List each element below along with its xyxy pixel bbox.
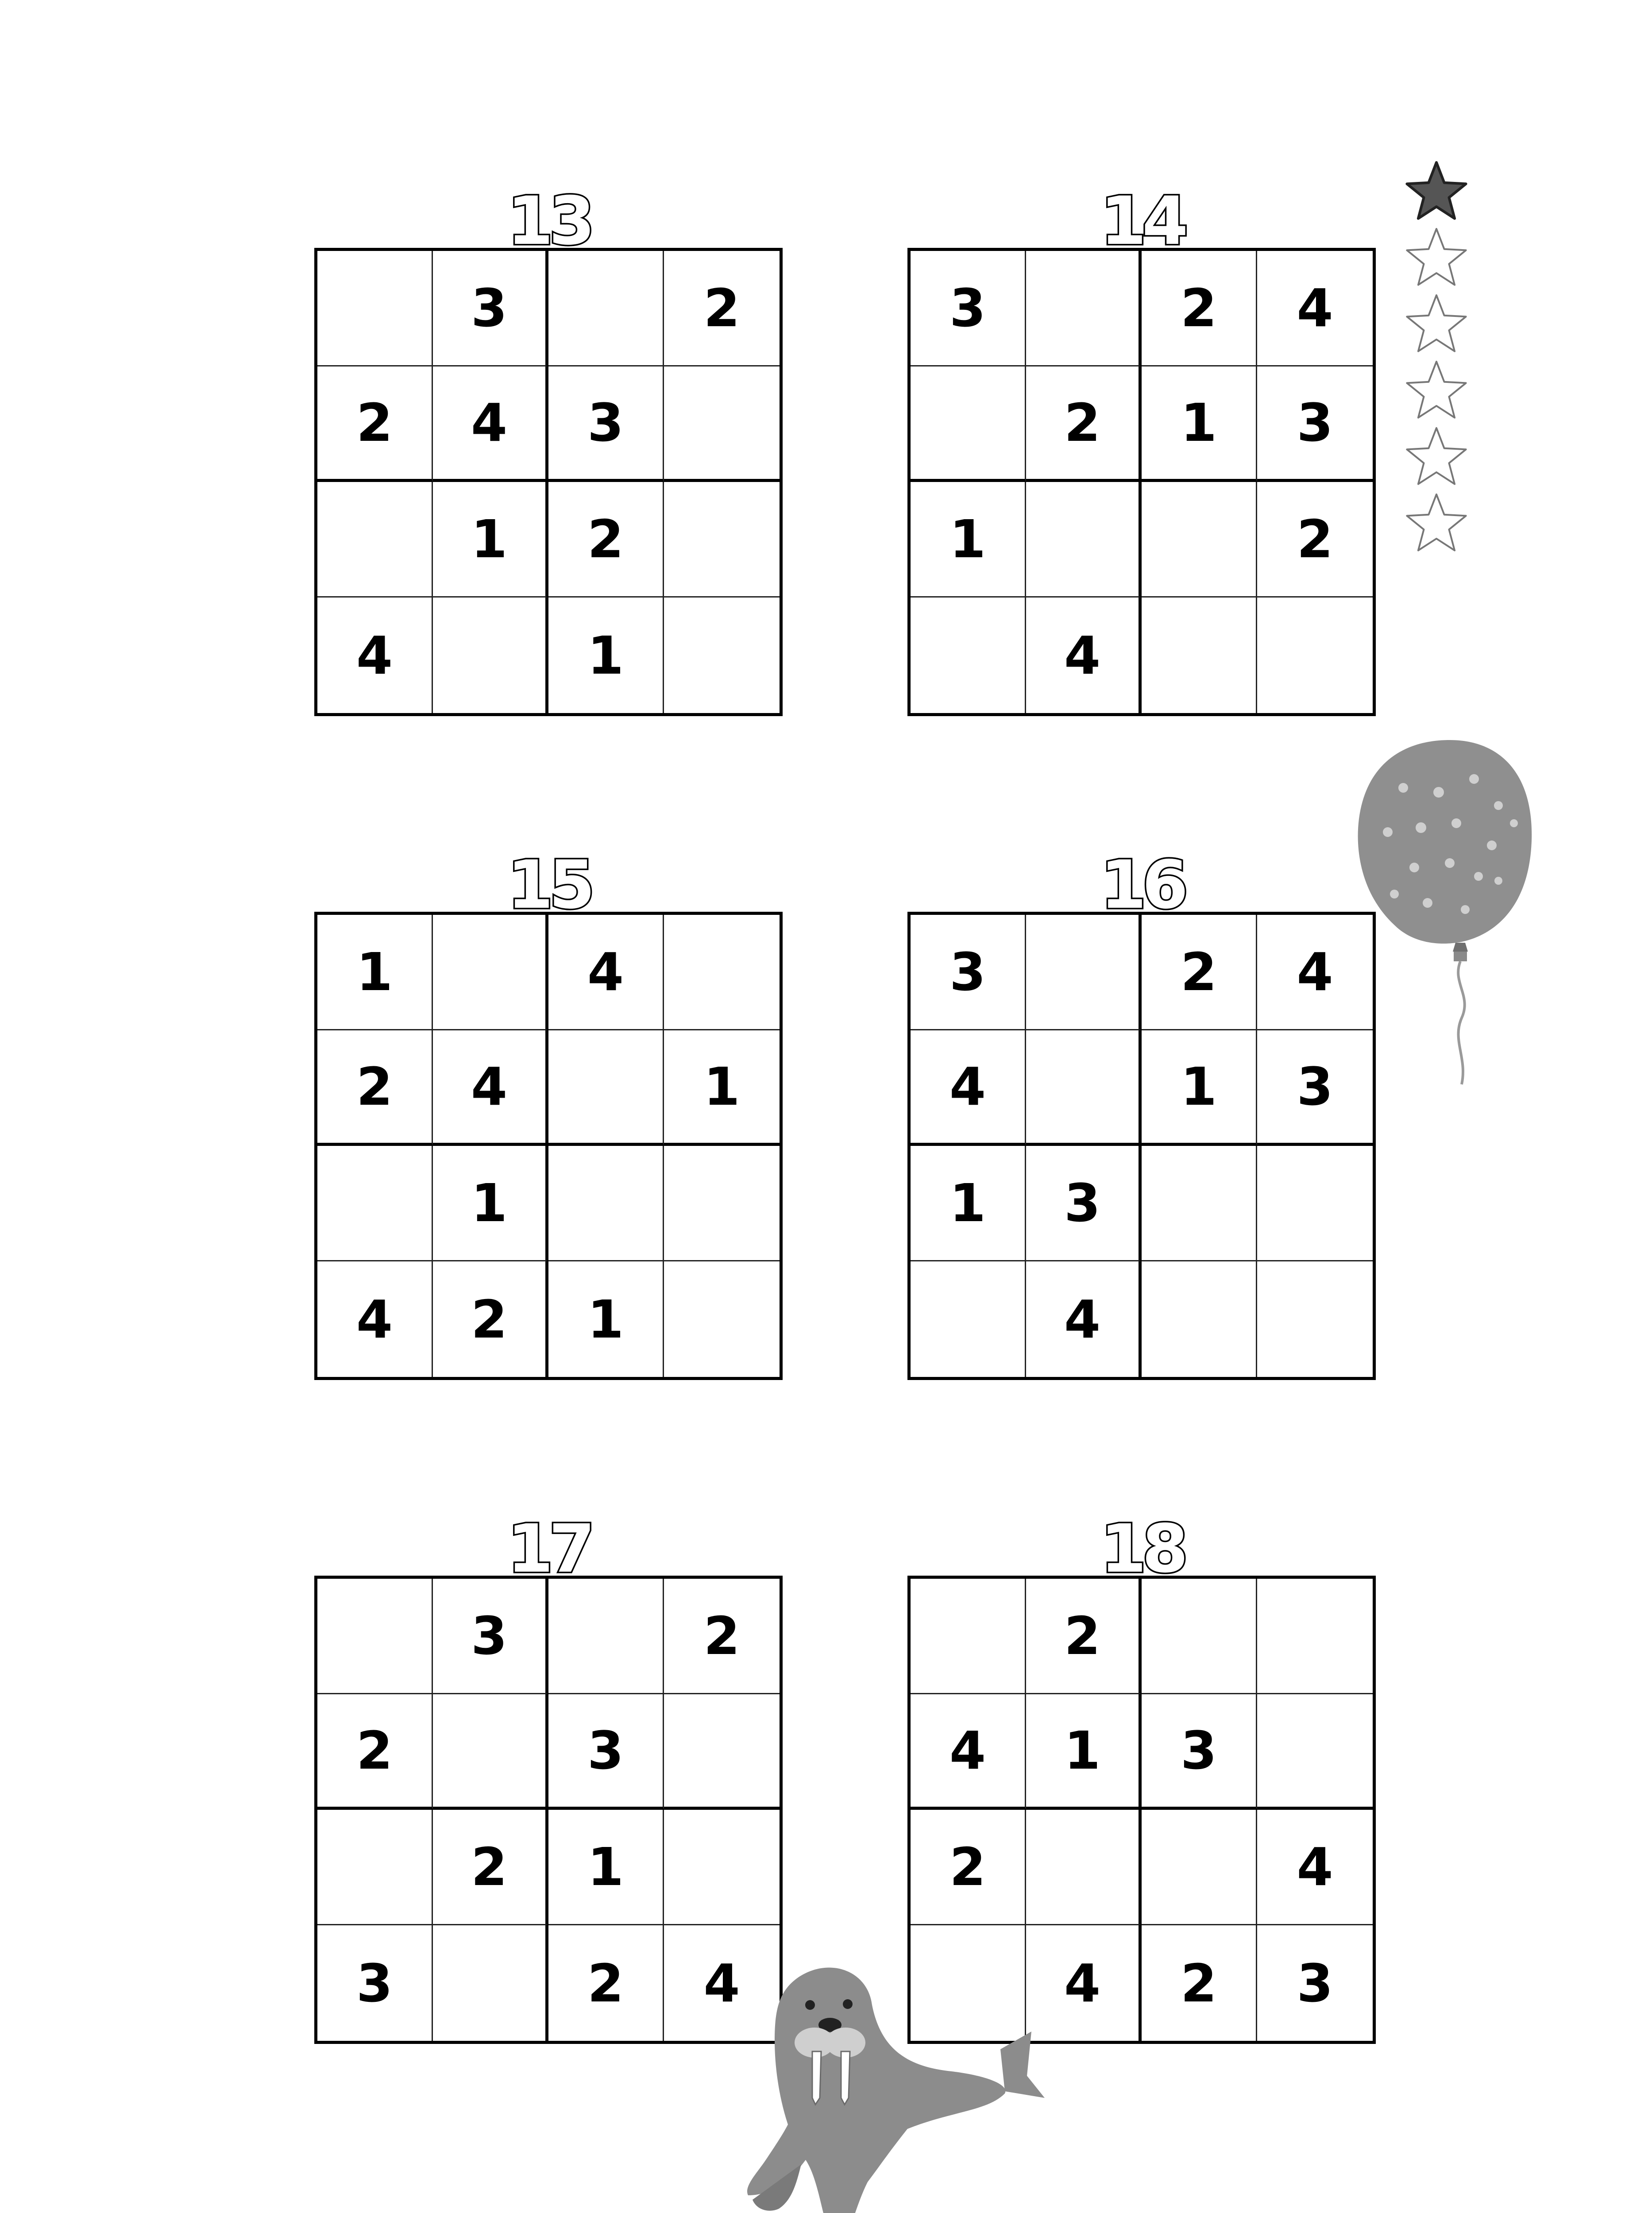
grid-cell[interactable]: 1 xyxy=(433,482,548,598)
grid-cell[interactable] xyxy=(664,1261,780,1377)
star-icon xyxy=(1401,489,1472,560)
grid-cell[interactable]: 2 xyxy=(1142,915,1257,1030)
grid-cell[interactable]: 4 xyxy=(911,1694,1026,1810)
grid-cell[interactable]: 4 xyxy=(1026,1261,1142,1377)
grid-cell[interactable] xyxy=(548,251,664,366)
grid-cell[interactable]: 4 xyxy=(911,1030,1026,1146)
grid-cell[interactable]: 2 xyxy=(433,1810,548,1925)
grid-cell[interactable]: 4 xyxy=(1026,598,1142,713)
grid-cell[interactable] xyxy=(911,366,1026,482)
grid-cell[interactable] xyxy=(433,1694,548,1810)
grid-cell[interactable]: 4 xyxy=(433,366,548,482)
grid-cell[interactable]: 2 xyxy=(548,482,664,598)
grid-cell[interactable]: 4 xyxy=(1257,915,1373,1030)
grid-cell[interactable] xyxy=(1257,1261,1373,1377)
grid-cell[interactable]: 2 xyxy=(548,1925,664,2041)
grid-cell[interactable] xyxy=(1257,598,1373,713)
grid-cell[interactable] xyxy=(1257,1146,1373,1261)
star-icon xyxy=(1401,356,1472,427)
grid-cell[interactable] xyxy=(911,1261,1026,1377)
grid-cell[interactable] xyxy=(911,1579,1026,1694)
grid-cell[interactable]: 4 xyxy=(1257,1810,1373,1925)
grid-cell[interactable]: 3 xyxy=(433,1579,548,1694)
grid-cell[interactable]: 4 xyxy=(703,1952,740,2014)
sudoku-grid xyxy=(314,248,783,716)
grid-cell[interactable]: 1 xyxy=(548,598,664,713)
grid-cell[interactable]: 1 xyxy=(548,1810,664,1925)
grid-cell[interactable] xyxy=(317,251,433,366)
grid-cell[interactable] xyxy=(1026,251,1142,366)
grid-cell[interactable]: 2 xyxy=(664,1579,780,1694)
balloon-icon xyxy=(1346,735,1536,1098)
grid-cell[interactable] xyxy=(664,1810,780,1925)
grid-cell[interactable]: 4 xyxy=(317,598,433,713)
grid-cell[interactable] xyxy=(1142,482,1257,598)
grid-cell[interactable]: 3 xyxy=(1142,1694,1257,1810)
grid-cell[interactable]: 2 xyxy=(911,1810,1026,1925)
star-icon xyxy=(1401,423,1472,493)
grid-cell[interactable]: 1 xyxy=(317,915,433,1030)
grid-cell[interactable]: 1 xyxy=(1026,1694,1142,1810)
puzzle-number: 18 xyxy=(1100,1511,1184,1588)
grid-cell[interactable] xyxy=(317,482,433,598)
grid-cell[interactable]: 1 xyxy=(911,482,1026,598)
grid-cell[interactable] xyxy=(548,1579,664,1694)
sudoku-grid xyxy=(314,1576,783,2044)
grid-cell[interactable] xyxy=(664,366,780,482)
sudoku-grid xyxy=(907,248,1376,716)
grid-cell[interactable]: 3 xyxy=(1257,366,1373,482)
grid-cell[interactable] xyxy=(664,1694,780,1810)
grid-cell[interactable] xyxy=(1142,1579,1257,1694)
grid-cell[interactable] xyxy=(433,598,548,713)
puzzle-number: 17 xyxy=(507,1511,591,1588)
grid-cell[interactable]: 4 xyxy=(1026,1925,1142,2041)
grid-cell[interactable] xyxy=(548,1030,664,1146)
grid-cell[interactable]: 2 xyxy=(317,366,433,482)
grid-cell[interactable] xyxy=(317,1146,433,1261)
grid-cell[interactable]: 4 xyxy=(1257,251,1373,366)
grid-cell[interactable]: 1 xyxy=(664,1030,780,1146)
grid-cell[interactable]: 1 xyxy=(548,1261,664,1377)
grid-cell[interactable] xyxy=(1142,598,1257,713)
puzzle-number: 15 xyxy=(507,847,591,924)
grid-cell[interactable]: 2 xyxy=(664,251,780,366)
grid-cell[interactable] xyxy=(664,482,780,598)
grid-cell[interactable]: 3 xyxy=(911,251,1026,366)
star-icon xyxy=(1401,290,1472,361)
grid-cell[interactable]: 3 xyxy=(911,915,1026,1030)
grid-cell[interactable] xyxy=(548,1146,664,1261)
grid-cell[interactable] xyxy=(1142,1261,1257,1377)
grid-cell[interactable]: 3 xyxy=(1026,1146,1142,1261)
grid-cell[interactable]: 4 xyxy=(317,1261,433,1377)
grid-cell[interactable]: 2 xyxy=(317,1030,433,1146)
grid-cell[interactable]: 3 xyxy=(1297,1952,1333,2014)
grid-cell[interactable]: 3 xyxy=(548,366,664,482)
grid-cell[interactable]: 4 xyxy=(548,915,664,1030)
grid-cell[interactable] xyxy=(664,598,780,713)
grid-cell[interactable] xyxy=(1142,1146,1257,1261)
grid-cell[interactable] xyxy=(1026,915,1142,1030)
grid-cell[interactable] xyxy=(433,915,548,1030)
grid-cell[interactable]: 3 xyxy=(433,251,548,366)
grid-cell[interactable]: 2 xyxy=(1257,482,1373,598)
grid-cell[interactable]: 4 xyxy=(433,1030,548,1146)
grid-cell[interactable] xyxy=(664,1146,780,1261)
grid-cell[interactable]: 3 xyxy=(548,1694,664,1810)
grid-cell[interactable]: 1 xyxy=(1142,366,1257,482)
grid-cell[interactable]: 2 xyxy=(1026,1579,1142,1694)
grid-cell[interactable] xyxy=(1257,1694,1373,1810)
grid-cell[interactable]: 2 xyxy=(1142,251,1257,366)
grid-cell[interactable] xyxy=(317,1810,433,1925)
grid-cell[interactable]: 2 xyxy=(1026,366,1142,482)
grid-cell[interactable]: 2 xyxy=(433,1261,548,1377)
star-icon xyxy=(1401,224,1472,294)
grid-cell[interactable]: 3 xyxy=(1257,1030,1373,1146)
puzzle-number: 13 xyxy=(507,183,591,260)
puzzle-number: 14 xyxy=(1100,183,1184,260)
star-icon xyxy=(1401,157,1472,228)
walrus-icon xyxy=(722,1952,1049,2213)
grid-cell[interactable] xyxy=(1026,1030,1142,1146)
grid-cell[interactable]: 1 xyxy=(433,1146,548,1261)
grid-cell[interactable]: 1 xyxy=(1142,1030,1257,1146)
grid-cell[interactable] xyxy=(664,915,780,1030)
grid-cell[interactable] xyxy=(1026,1810,1142,1925)
grid-cell[interactable]: 3 xyxy=(317,1925,433,2041)
grid-cell[interactable]: 1 xyxy=(911,1146,1026,1261)
grid-cell[interactable] xyxy=(1257,1579,1373,1694)
grid-cell[interactable] xyxy=(1026,482,1142,598)
difficulty-rating xyxy=(1401,157,1472,564)
sudoku-grid xyxy=(907,912,1376,1380)
grid-cell[interactable]: 2 xyxy=(1142,1925,1257,2041)
sudoku-grid xyxy=(314,912,783,1380)
grid-cell[interactable] xyxy=(911,598,1026,713)
grid-cell[interactable] xyxy=(317,1579,433,1694)
grid-cell[interactable] xyxy=(433,1925,548,2041)
grid-cell[interactable] xyxy=(1142,1810,1257,1925)
grid-cell[interactable]: 2 xyxy=(317,1694,433,1810)
puzzle-number: 16 xyxy=(1100,847,1184,924)
